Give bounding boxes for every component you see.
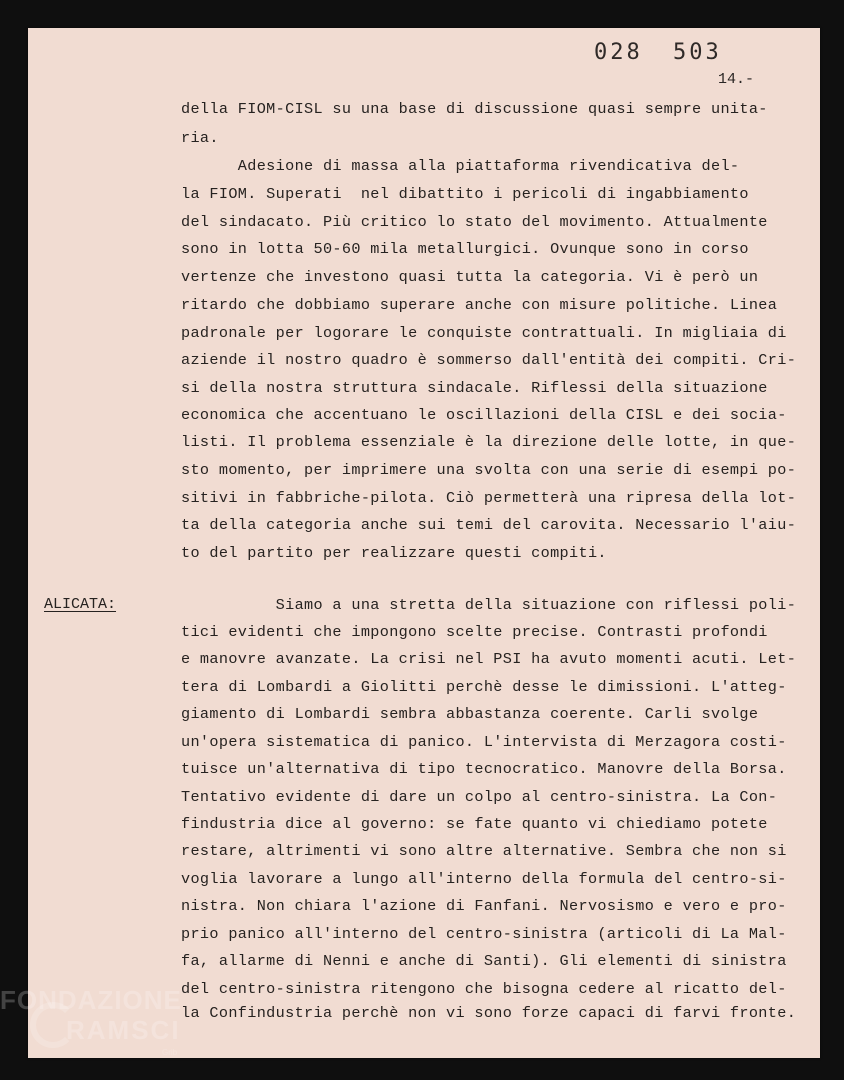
text-line: listi. Il problema essenziale è la direzione delle lotte, in que-: [181, 433, 797, 451]
text-line: aziende il nostro quadro è sommerso dall'entità dei compiti. Cri-: [181, 351, 797, 369]
text-line: sono in lotta 50-60 mila metallurgici. Ovunque sono in corso: [181, 240, 749, 258]
watermark-small: Grib: [162, 1048, 178, 1057]
text-line: tuisce un'alternativa di tipo tecnocratico. Manovre della Borsa.: [181, 760, 787, 778]
text-line: prio panico all'interno del centro-sinistra (articoli di La Mal-: [181, 925, 787, 943]
text-line: to del partito per realizzare questi compiti.: [181, 544, 607, 562]
text-line: del centro-sinistra ritengono che bisogna cedere al ricatto del-: [181, 980, 787, 998]
text-line: padronale per logorare le conquiste contrattuali. In migliaia di: [181, 324, 787, 342]
text-line: tera di Lombardi a Giolitti perchè desse le dimissioni. L'atteg-: [181, 678, 787, 696]
text-line: economica che accentuano le oscillazioni della CISL e dei socia-: [181, 406, 787, 424]
text-line: voglia lavorare a lungo all'interno della formula del centro-si-: [181, 870, 787, 888]
text-line: un'opera sistematica di panico. L'intervista di Merzagora costi-: [181, 733, 787, 751]
text-line: fa, allarme di Nenni e anche di Santi). Gli elementi di sinistra: [181, 952, 787, 970]
text-line: restare, altrimenti vi sono altre alternative. Sembra che non si: [181, 842, 787, 860]
text-line: tici evidenti che impongono scelte precise. Contrasti profondi: [181, 623, 768, 641]
text-line: sto momento, per imprimere una svolta con una serie di esempi po-: [181, 461, 797, 479]
text-line: giamento di Lombardi sembra abbastanza coerente. Carli svolge: [181, 705, 759, 723]
document-page: [28, 28, 820, 1058]
text-line: della FIOM-CISL su una base di discussione quasi sempre unita-: [181, 100, 768, 118]
text-line: vertenze che investono quasi tutta la categoria. Vi è però un: [181, 268, 759, 286]
text-line: ta della categoria anche sui temi del carovita. Necessario l'aiu-: [181, 516, 797, 534]
text-line: nistra. Non chiara l'azione di Fanfani. Nervosismo e vero e pro-: [181, 897, 787, 915]
text-line: ria.: [181, 129, 219, 147]
text-line: Siamo a una stretta della situazione con riflessi poli-: [181, 596, 797, 614]
text-line: sitivi in fabbriche-pilota. Ciò permetterà una ripresa della lot-: [181, 489, 797, 507]
text-line: Tentativo evidente di dare un colpo al centro-sinistra. La Con-: [181, 788, 778, 806]
archive-number: 028 503: [594, 40, 722, 65]
text-line: del sindacato. Più critico lo stato del movimento. Attualmente: [181, 213, 768, 231]
text-line: ritardo che dobbiamo superare anche con misure politiche. Linea: [181, 296, 778, 314]
watermark-logo: [0, 985, 182, 1045]
watermark-line2: RAMSCI: [66, 1015, 181, 1045]
text-line: la Confindustria perchè non vi sono forze capaci di farvi fronte.: [181, 1004, 797, 1022]
text-line: Adesione di massa alla piattaforma rivendicativa del-: [181, 157, 740, 175]
text-line: la FIOM. Superati nel dibattito i pericoli di ingabbiamento: [181, 185, 749, 203]
text-line: findustria dice al governo: se fate quanto vi chiediamo potete: [181, 815, 768, 833]
speaker-label: ALICATA:: [44, 596, 117, 613]
text-line: si della nostra struttura sindacale. Riflessi della situazione: [181, 379, 768, 397]
page-number: 14.-: [718, 71, 755, 88]
text-line: e manovre avanzate. La crisi nel PSI ha avuto momenti acuti. Let-: [181, 650, 797, 668]
watermark-line1: FONDAZIONE: [0, 985, 182, 1015]
watermark-g-icon: [30, 1002, 76, 1048]
